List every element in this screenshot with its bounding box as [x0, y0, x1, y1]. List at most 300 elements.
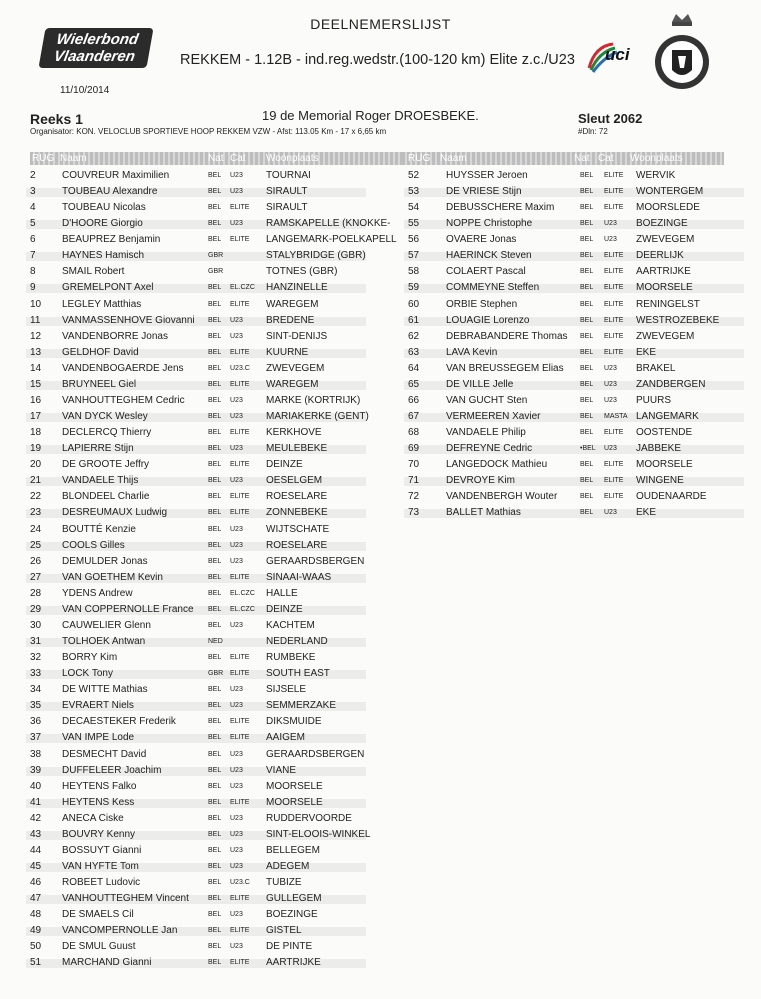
nationality: BEL [580, 429, 594, 437]
nationality: BEL [208, 477, 222, 485]
category: U23 [604, 445, 617, 453]
rug-number: 3 [30, 186, 36, 198]
nationality: BEL [208, 332, 222, 340]
residence: WIJTSCHATE [266, 523, 330, 535]
category: ELITE [230, 573, 250, 581]
nationality: BEL [208, 573, 222, 581]
nationality: BEL [208, 509, 222, 517]
rug-number: 14 [30, 362, 42, 374]
residence: SOUTH EAST [266, 668, 330, 680]
residence: GULLEGEM [266, 893, 322, 905]
nationality: BEL [580, 220, 594, 228]
residence: EKE [636, 507, 657, 519]
rug-number: 50 [30, 941, 42, 953]
residence: RUDDERVOORDE [266, 812, 352, 824]
col-header-naam: Naam [440, 153, 467, 164]
rug-number: 28 [30, 587, 42, 599]
residence: ZWEVEGEM [266, 362, 325, 374]
rider-name: HUYSSER Jeroen [446, 170, 528, 181]
nationality: BEL [208, 621, 222, 629]
residence: WERVIK [636, 170, 676, 181]
rug-number: 29 [30, 603, 42, 615]
rug-number: 58 [408, 266, 420, 278]
category: MASTA [604, 413, 628, 421]
rug-number: 38 [30, 748, 42, 760]
rug-number: 12 [30, 330, 42, 342]
residence: BOEZINGE [636, 218, 688, 230]
rider-name: VANDENBOGAERDE Jens [62, 362, 184, 374]
rug-number: 15 [30, 378, 42, 390]
residence: GERAARDSBERGEN [266, 748, 365, 760]
nationality: BEL [208, 589, 222, 597]
rider-name: BALLET Mathias [446, 507, 521, 519]
rug-number: 23 [30, 507, 42, 519]
rider-name: DE SMAELS Cil [62, 909, 134, 921]
category: ELITE [604, 348, 624, 356]
rug-number: 5 [30, 218, 36, 230]
category: U23 [604, 509, 617, 517]
nationality: BEL [208, 943, 222, 951]
rider-name: DESREUMAUX Ludwig [62, 507, 168, 519]
residence: MEULEBEKE [266, 443, 328, 455]
rug-number: 25 [30, 539, 42, 551]
nationality: BEL [580, 332, 594, 340]
category: U23 [230, 782, 243, 790]
rug-number: 71 [408, 475, 420, 487]
residence: DEINZE [266, 459, 303, 471]
rider-name: ANECA Ciske [62, 812, 124, 824]
category: ELITE [230, 927, 250, 935]
document-date: 11/10/2014 [60, 85, 110, 96]
rug-number: 40 [30, 780, 42, 792]
rider-name: VANMASSENHOVE Giovanni [62, 314, 195, 326]
rug-number: 33 [30, 668, 42, 680]
nationality: BEL [208, 429, 222, 437]
category: U23 [230, 686, 243, 694]
rider-name: ROBEET Ludovic [62, 877, 141, 889]
rider-name: DUFFELEER Joachim [62, 764, 162, 776]
nationality: BEL [580, 252, 594, 260]
rug-number: 35 [30, 700, 42, 712]
rug-number: 24 [30, 523, 42, 535]
rug-number: 18 [30, 427, 42, 439]
participant-count: #Dln: 72 [578, 127, 608, 136]
uci-logo [585, 38, 645, 74]
residence: RUMBEKE [266, 652, 316, 664]
rug-number: 72 [408, 491, 420, 503]
nationality: BEL [208, 493, 222, 501]
rider-name: VAN COPPERNOLLE France [62, 603, 194, 615]
nationality: BEL [208, 220, 222, 228]
nationality: BEL [208, 236, 222, 244]
rider-name: COLAERT Pascal [446, 266, 526, 278]
residence: DE PINTE [266, 941, 313, 953]
rider-name: LOCK Tony [62, 668, 113, 680]
category: U23 [230, 541, 243, 549]
nationality: BEL [208, 300, 222, 308]
nationality: BEL [208, 204, 222, 212]
residence: NEDERLAND [266, 636, 328, 648]
residence: MARIAKERKE (GENT) [266, 411, 369, 423]
nationality: BEL [208, 188, 222, 196]
rug-number: 17 [30, 411, 42, 423]
rider-name: BOUTTÉ Kenzie [62, 523, 136, 535]
nationality: BEL [208, 316, 222, 324]
nationality: BEL [208, 461, 222, 469]
category: ELITE [604, 284, 624, 292]
nationality: BEL [580, 364, 594, 372]
residence: AARTRIJKE [636, 266, 691, 278]
category: U23 [230, 316, 243, 324]
nationality: BEL [580, 300, 594, 308]
category: U23 [230, 413, 243, 421]
residence: HANZINELLE [266, 282, 328, 294]
nationality: GBR [208, 252, 224, 260]
organizer-line: Organisator: KON. VELOCLUB SPORTIEVE HOOP REKKEM VZW - Afst: 113.05 Km - 17 x 6,65 km [30, 127, 387, 136]
col-header-woonplaats: Woonplaats [266, 153, 319, 164]
rug-number: 65 [408, 378, 420, 390]
residence: ZANDBERGEN [636, 378, 706, 390]
nationality: BEL [580, 348, 594, 356]
residence: MOORSLEDE [636, 202, 700, 214]
rug-number: 30 [30, 619, 42, 631]
residence: TUBIZE [266, 877, 302, 889]
category: U23 [230, 702, 243, 710]
nationality: BEL [580, 204, 594, 212]
category: U23 [230, 525, 243, 533]
nationality: GBR [208, 670, 224, 678]
nationality: BEL [208, 396, 222, 404]
rider-name: GELDHOF David [62, 346, 139, 358]
nationality: NED [208, 638, 223, 646]
category: ELITE [230, 380, 250, 388]
category: ELITE [230, 204, 250, 212]
rider-name: DECAESTEKER Frederik [62, 716, 176, 728]
sleut-number: Sleut 2062 [578, 111, 643, 126]
category: ELITE [604, 493, 624, 501]
nationality: BEL [208, 348, 222, 356]
category: U23 [604, 364, 617, 372]
nationality: BEL [208, 686, 222, 694]
residence: MOORSELE [636, 459, 693, 471]
col-header-rug: RUG [408, 153, 431, 164]
category: U23 [230, 943, 243, 951]
rider-name: VANDAELE Thijs [62, 475, 139, 487]
col-header-naam: Naam [60, 153, 87, 164]
nationality: BEL [580, 268, 594, 276]
nationality: BEL [208, 380, 222, 388]
residence: KERKHOVE [266, 427, 322, 439]
residence: STALYBRIDGE (GBR) [266, 250, 366, 262]
rider-name: LEGLEY Matthias [62, 298, 142, 310]
residence: GISTEL [266, 925, 302, 937]
col-header-nat: Nat [208, 153, 224, 164]
category: ELITE [230, 493, 250, 501]
residence: MARKE (KORTRIJK) [266, 394, 361, 406]
rug-number: 69 [408, 443, 420, 455]
rider-name: VAN IMPE Lode [62, 732, 135, 744]
rug-number: 39 [30, 764, 42, 776]
category: ELITE [604, 188, 624, 196]
royal-seal-emblem [654, 12, 710, 102]
rug-number: 36 [30, 716, 42, 728]
nationality: BEL [580, 509, 594, 517]
category: ELITE [230, 895, 250, 903]
nationality: BEL [208, 364, 222, 372]
residence: DEERLIJK [636, 250, 684, 262]
residence: LANGEMARK-POELKAPELL [266, 234, 397, 246]
residence: AAIGEM [266, 732, 305, 744]
nationality: •BEL [580, 445, 596, 453]
nationality: BEL [208, 814, 222, 822]
residence: OESELGEM [266, 475, 323, 487]
rider-name: D'HOORE Giorgio [62, 218, 143, 230]
rider-name: VANCOMPERNOLLE Jan [62, 925, 178, 937]
rider-name: MARCHAND Gianni [62, 957, 152, 969]
rider-name: VAN DYCK Wesley [62, 411, 148, 423]
rider-name: VANDENBORRE Jonas [62, 330, 168, 342]
rug-number: 44 [30, 844, 42, 856]
rug-number: 37 [30, 732, 42, 744]
memorial-title: 19 de Memorial Roger DROESBEKE. [262, 108, 479, 123]
race-title: REKKEM - 1.12B - ind.reg.wedstr.(100-120 km) Elite z.c./U23 [180, 52, 575, 68]
nationality: BEL [208, 927, 222, 935]
residence: RENINGELST [636, 298, 700, 310]
residence: TOTNES (GBR) [266, 266, 338, 278]
rug-number: 52 [408, 170, 420, 181]
category: U23 [230, 814, 243, 822]
rider-name: DEMULDER Jonas [62, 555, 148, 567]
rider-name: VANDAELE Philip [446, 427, 526, 439]
category: EL.CZC [230, 284, 255, 292]
rider-name: DECLERCQ Thierry [62, 427, 152, 439]
category: U23 [230, 621, 243, 629]
residence: MOORSELE [266, 780, 323, 792]
nationality: BEL [208, 830, 222, 838]
residence: MOORSELE [636, 282, 693, 294]
table-header-left [30, 152, 402, 165]
residence: ROESELARE [266, 491, 328, 503]
rider-name: GREMELPONT Axel [62, 282, 154, 294]
residence: OOSTENDE [636, 427, 693, 439]
residence: WONTERGEM [636, 186, 704, 198]
residence: SIJSELE [266, 684, 307, 696]
residence: WESTROZEBEKE [636, 314, 720, 326]
rider-name: VERMEEREN Xavier [446, 411, 541, 423]
rider-name: COMMEYNE Steffen [446, 282, 540, 294]
residence: MOORSELE [266, 796, 323, 808]
category: ELITE [604, 429, 624, 437]
logo-text-line2: Vlaanderen [52, 48, 137, 65]
rug-number: 61 [408, 314, 420, 326]
nationality: BEL [208, 863, 222, 870]
series-label: Reeks 1 [30, 111, 83, 127]
nationality: BEL [208, 734, 222, 742]
residence: SIRAULT [266, 202, 308, 214]
residence: JABBEKE [636, 443, 682, 455]
residence: SINAAI-WAAS [266, 571, 332, 583]
rug-number: 70 [408, 459, 420, 471]
residence: ZWEVEGEM [636, 234, 695, 246]
rug-number: 4 [30, 202, 36, 214]
category: U23.C [230, 879, 250, 887]
category: ELITE [230, 236, 250, 244]
nationality: BEL [208, 846, 222, 854]
rug-number: 41 [30, 796, 42, 808]
residence: DIKSMUIDE [266, 716, 322, 728]
rider-name: HEYTENS Falko [62, 780, 137, 792]
nationality: BEL [208, 959, 222, 967]
rider-name: DE SMUL Guust [62, 941, 136, 953]
category: U23 [230, 863, 243, 870]
col-header-cat: Cat [598, 153, 614, 164]
residence: TOURNAI [266, 170, 311, 181]
rider-name: DE VILLE Jelle [446, 378, 514, 390]
nationality: BEL [208, 284, 222, 292]
nationality: GBR [208, 268, 224, 276]
category: ELITE [230, 798, 250, 806]
nationality: BEL [208, 879, 222, 887]
rider-name: TOUBEAU Nicolas [62, 202, 146, 214]
rider-name: BLONDEEL Charlie [62, 491, 150, 503]
rider-name: BOSSUYT Gianni [62, 844, 142, 856]
rider-name: VANHOUTTEGHEM Cedric [62, 394, 185, 406]
category: ELITE [230, 348, 250, 356]
rider-name: SMAIL Robert [62, 266, 125, 278]
rider-name: HAYNES Hamisch [62, 250, 145, 262]
rug-number: 46 [30, 877, 42, 889]
category: ELITE [230, 429, 250, 437]
rug-number: 6 [30, 234, 36, 246]
rug-number: 49 [30, 925, 42, 937]
col-header-nat: Nat [574, 153, 590, 164]
rider-name: VAN GOETHEM Kevin [62, 571, 163, 583]
category: U23 [604, 236, 617, 244]
rider-name: DE VRIESE Stijn [446, 186, 522, 198]
rider-name: LAPIERRE Stijn [62, 443, 134, 455]
category: U23 [230, 172, 243, 179]
nationality: BEL [208, 445, 222, 453]
rug-number: 13 [30, 346, 42, 358]
rider-name: VANHOUTTEGHEM Vincent [62, 893, 189, 905]
rug-number: 20 [30, 459, 42, 471]
category: ELITE [604, 332, 624, 340]
category: U23 [604, 380, 617, 388]
nationality: BEL [580, 493, 594, 501]
rug-number: 21 [30, 475, 42, 487]
col-header-cat: Cat [230, 153, 246, 164]
rider-name: BRUYNEEL Giel [62, 378, 137, 390]
rug-number: 26 [30, 555, 42, 567]
rug-number: 62 [408, 330, 420, 342]
rug-number: 7 [30, 250, 36, 262]
rug-number: 63 [408, 346, 420, 358]
category: U23.C [230, 364, 250, 372]
residence: KUURNE [266, 346, 309, 358]
nationality: BEL [580, 477, 594, 485]
nationality: BEL [208, 782, 222, 790]
rug-number: 64 [408, 362, 420, 374]
rider-name: DEBUSSCHERE Maxim [446, 202, 555, 214]
rider-name: ORBIE Stephen [446, 298, 518, 310]
nationality: BEL [208, 654, 222, 662]
category: U23 [230, 188, 243, 196]
rug-number: 53 [408, 186, 420, 198]
rider-name: NOPPE Christophe [446, 218, 533, 230]
rider-name: CAUWELIER Glenn [62, 619, 151, 631]
residence: RAMSKAPELLE (KNOKKE- [266, 218, 391, 230]
nationality: BEL [208, 895, 222, 903]
residence: DEINZE [266, 603, 303, 615]
rug-number: 45 [30, 861, 42, 872]
residence: BELLEGEM [266, 844, 320, 856]
rug-number: 68 [408, 427, 420, 439]
rider-name: BEAUPREZ Benjamin [62, 234, 161, 246]
rider-name: DEBRABANDERE Thomas [446, 330, 568, 342]
rug-number: 66 [408, 394, 420, 406]
table-header-right [402, 152, 724, 165]
rug-number: 16 [30, 394, 42, 406]
residence: SINT-DENIJS [266, 330, 328, 342]
rider-name: TOUBEAU Alexandre [62, 186, 158, 198]
category: ELITE [230, 734, 250, 742]
rug-number: 56 [408, 234, 420, 246]
nationality: BEL [208, 766, 222, 774]
rider-name: COOLS Gilles [62, 539, 125, 551]
residence: ZONNEBEKE [266, 507, 328, 519]
residence: ADEGEM [266, 861, 310, 872]
nationality: BEL [580, 461, 594, 469]
residence: WINGENE [636, 475, 684, 487]
rider-name: LOUAGIE Lorenzo [446, 314, 530, 326]
nationality: BEL [208, 911, 222, 919]
rug-number: 27 [30, 571, 42, 583]
residence: SEMMERZAKE [266, 700, 337, 712]
rug-number: 8 [30, 266, 36, 278]
nationality: BEL [580, 380, 594, 388]
category: U23 [230, 332, 243, 340]
rug-number: 43 [30, 828, 42, 840]
nationality: BEL [580, 236, 594, 244]
category: U23 [230, 220, 243, 228]
rug-number: 34 [30, 684, 42, 696]
category: ELITE [604, 461, 624, 469]
nationality: BEL [208, 557, 222, 565]
category: ELITE [604, 252, 624, 260]
rug-number: 47 [30, 893, 42, 905]
category: ELITE [604, 204, 624, 212]
rider-name: VAN BREUSSEGEM Elias [446, 362, 564, 374]
col-header-rug: RUG [32, 153, 55, 164]
nationality: BEL [208, 798, 222, 806]
nationality: BEL [580, 413, 594, 421]
rug-number: 51 [30, 957, 42, 969]
category: ELITE [230, 509, 250, 517]
residence: OUDENAARDE [636, 491, 707, 503]
residence: VIANE [266, 764, 297, 776]
rider-name: DE GROOTE Jeffry [62, 459, 150, 471]
category: ELITE [604, 300, 624, 308]
category: ELITE [230, 654, 250, 662]
residence: WAREGEM [266, 298, 319, 310]
rider-name: DE WITTE Mathias [62, 684, 148, 696]
rug-number: 48 [30, 909, 42, 921]
rider-name: DEVROYE Kim [446, 475, 515, 487]
residence: SIRAULT [266, 186, 308, 198]
rider-name: YDENS Andrew [62, 587, 133, 599]
rug-number: 67 [408, 411, 420, 423]
nationality: BEL [580, 396, 594, 404]
